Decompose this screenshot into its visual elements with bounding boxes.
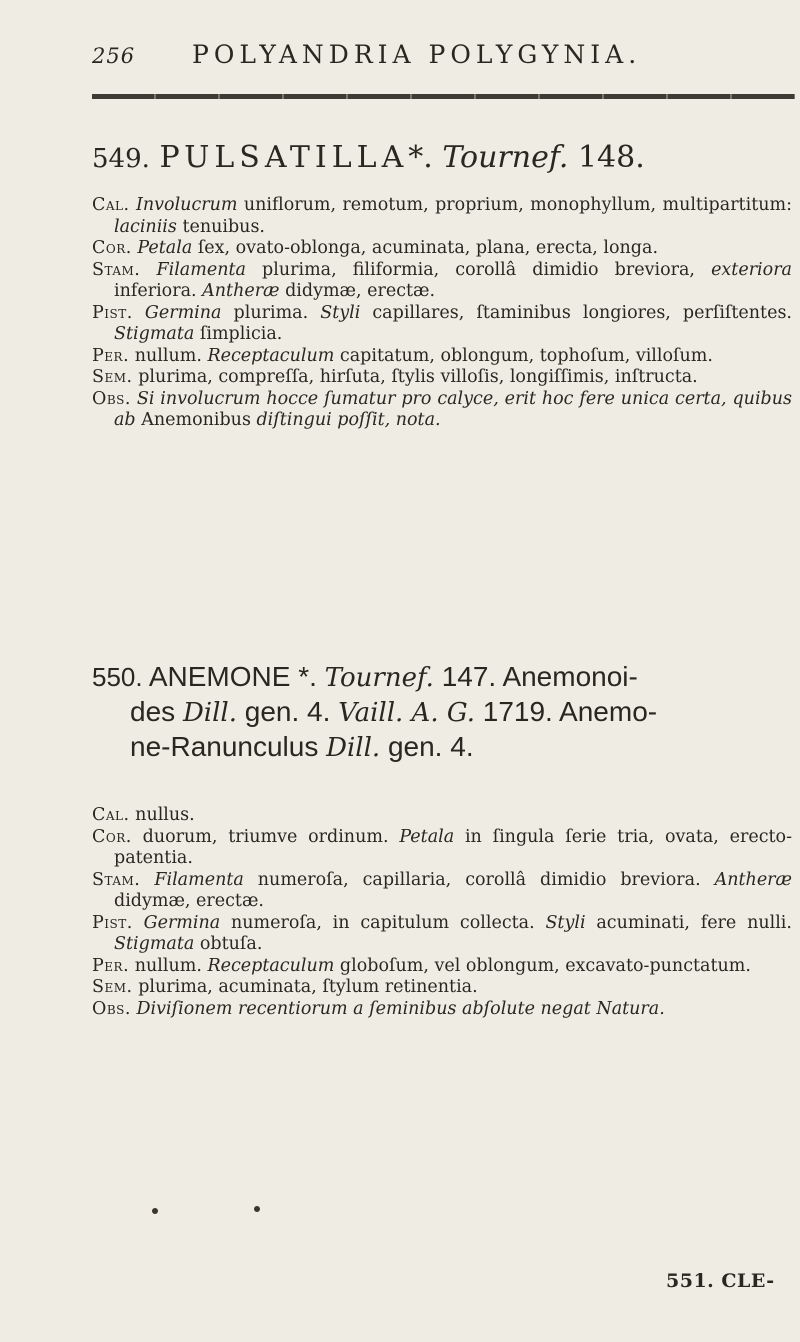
ink-speck [254, 1206, 260, 1212]
text: gen. 4. [380, 731, 474, 762]
character-entry-stam [92, 870, 792, 913]
text: gen. 4. [237, 696, 339, 727]
genus-number: 549. [92, 144, 150, 174]
italic-text: Si involucrum hocce ſumatur pro calyce, erit hoc fere unica certa, quibus ab [114, 388, 792, 430]
catchword: 551. CLE- [666, 1270, 775, 1292]
genus-reference: 147. [441, 661, 497, 692]
character-label: Sem. [92, 367, 133, 387]
italic-text: Styli [320, 302, 361, 323]
italic-text: Dill. [326, 733, 381, 763]
character-entry-stam [92, 260, 792, 303]
running-title: POLYANDRIA POLYGYNIA. [192, 40, 642, 69]
genus-pulsatilla [92, 140, 792, 432]
genus-title [92, 660, 792, 765]
text: inferiora. [114, 281, 203, 301]
character-label: Per. [92, 345, 130, 366]
text: numeroſa, capillaria, corollâ dimidio breviora. [243, 869, 715, 890]
italic-text: Antheræ [202, 281, 280, 301]
text: obtuſa. [194, 934, 263, 954]
italic-text: Germina [144, 302, 222, 323]
text: in ſingula ſerie tria, ovata, erecto-patentia. [114, 826, 792, 868]
genus-title [92, 140, 792, 177]
character-label: Pist. [92, 302, 133, 323]
text: nullus. [135, 805, 195, 825]
character-entry-cal [92, 805, 792, 827]
text: numeroſa, in capitulum collecta. [220, 912, 546, 933]
text: globoſum, vel oblongum, excavato-punctatum. [334, 955, 751, 976]
character-label: Stam. [92, 869, 141, 890]
text: tenuibus. [176, 216, 265, 237]
character-label: Obs. [92, 998, 131, 1019]
italic-text: Diviſionem recentiorum a ſeminibus abſolute negat Natura. [136, 998, 665, 1019]
text: 1719. Anemo- [474, 696, 658, 727]
character-label: Obs. [92, 388, 131, 409]
character-entry-obs [92, 999, 792, 1021]
italic-text: Vaill. A. G. [338, 698, 475, 728]
character-label: Cor. [92, 826, 132, 847]
text: duorum, triumve ordinum. [142, 826, 400, 847]
text: Anemonibus [141, 410, 251, 430]
italic-text: Filamenta [156, 259, 246, 280]
header-rule [92, 94, 795, 99]
genus-synonym-start: Anemonoi- [502, 661, 638, 692]
character-entry-obs [92, 389, 792, 432]
text: uniflorum, remotum, proprium, monophyllum, multipartitum: [237, 195, 792, 215]
genus-mark: *. [408, 140, 433, 175]
character-list [92, 805, 792, 1020]
character-entry-cor [92, 827, 792, 870]
character-label: Pist. [92, 912, 133, 933]
italic-text: Stigmata [114, 324, 195, 344]
genus-title-line-3 [92, 730, 792, 765]
character-entry-sem [92, 977, 792, 999]
character-entry-sem [92, 367, 792, 389]
text: des [130, 696, 183, 727]
genus-number: 550. [92, 662, 143, 692]
genus-title-line-2 [92, 695, 792, 730]
genus-name: PULSATILLA [159, 140, 409, 175]
italic-text: Styli [545, 912, 586, 933]
italic-text: Petala [399, 826, 455, 847]
genus-authority: Tournef. [324, 663, 434, 693]
running-head [92, 40, 792, 80]
italic-text: Filamenta [154, 869, 244, 890]
italic-text: Receptaculum [207, 955, 335, 976]
italic-text: diſtingui poſſit, nota. [250, 410, 441, 430]
italic-text: Stigmata [114, 934, 195, 954]
genus-name: ANEMONE [148, 661, 291, 692]
genus-mark: *. [298, 661, 317, 692]
text: plurima, filiformia, corollâ dimidio breviora, [245, 259, 712, 280]
character-label: Stam. [92, 259, 141, 280]
genus-anemone [92, 660, 792, 1020]
text: acuminati, fere nulli. [585, 912, 792, 933]
genus-authority: Tournef. [442, 140, 569, 175]
italic-text: Receptaculum [207, 345, 335, 366]
character-label: Cor. [92, 238, 132, 258]
italic-text: exteriora [711, 259, 792, 280]
character-label: Cal. [92, 805, 130, 825]
italic-text: Germina [143, 912, 221, 933]
character-label: Sem. [92, 977, 133, 997]
text: capillares, ſtaminibus longiores, perſiſtentes. [360, 302, 792, 323]
page-number: 256 [92, 44, 136, 68]
ink-speck [152, 1208, 158, 1214]
character-entry-cal [92, 195, 792, 238]
text: ſex, ovato-oblonga, acuminata, plana, erecta, longa. [192, 238, 659, 258]
italic-text: Involucrum [135, 195, 238, 215]
character-entry-per [92, 346, 792, 368]
text: ne-Ranunculus [130, 731, 327, 762]
text: plurima, acuminata, ſtylum retinentia. [138, 977, 478, 997]
character-entry-per [92, 956, 792, 978]
italic-text: Antheræ [714, 869, 792, 890]
italic-text: Dill. [182, 698, 237, 728]
character-entry-cor [92, 238, 792, 260]
genus-reference: 148. [577, 140, 645, 175]
character-entry-pist [92, 913, 792, 956]
text: ſimplicia. [194, 324, 283, 344]
text: didymæ, erectæ. [114, 891, 264, 911]
text: nullum. [134, 345, 208, 366]
character-label: Per. [92, 955, 130, 976]
text: plurima, compreſſa, hirſuta, ſtylis villoſis, longiſſimis, inſtructa. [138, 367, 698, 387]
character-list [92, 195, 792, 432]
text: nullum. [134, 955, 208, 976]
text: didymæ, erectæ. [279, 281, 436, 301]
text: capitatum, oblongum, tophoſum, villoſum. [334, 345, 713, 366]
text: plurima. [221, 302, 321, 323]
character-label: Cal. [92, 195, 130, 215]
italic-text: laciniis [114, 216, 177, 237]
italic-text: Petala [137, 238, 193, 258]
character-entry-pist [92, 303, 792, 346]
